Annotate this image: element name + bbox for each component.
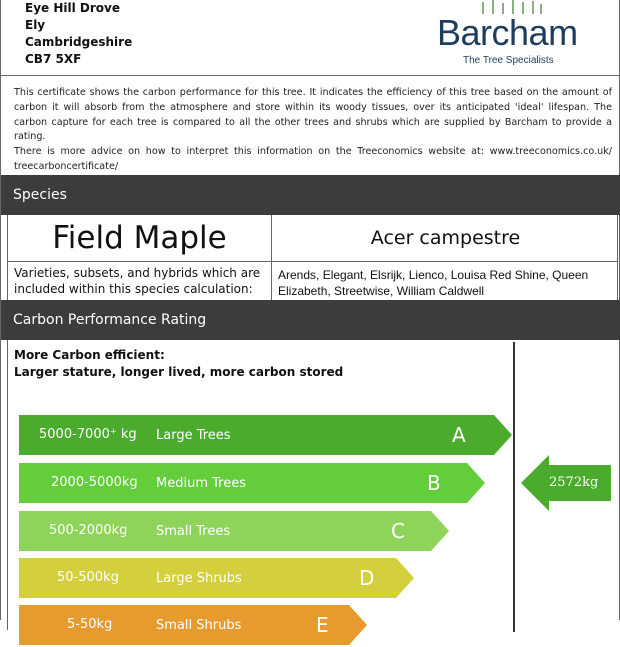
band-letter: B — [427, 471, 441, 495]
rating-header-line: Larger stature, longer lived, more carbon stored — [14, 365, 344, 379]
rating-divider — [513, 342, 515, 632]
carbon-section-title: Carbon Performance Rating — [1, 300, 620, 340]
band-letter: E — [316, 613, 329, 637]
rating-value-arrow — [521, 455, 611, 511]
logo-tagline: The Tree Specialists — [463, 55, 554, 66]
band-range: 5000-7000⁺ kg — [39, 427, 137, 442]
species-table — [7, 215, 618, 300]
band-letter: D — [359, 566, 375, 590]
address-line: Cambridgeshire — [25, 35, 133, 49]
rating-band-e — [19, 605, 369, 645]
band-label: Small Shrubs — [156, 618, 242, 633]
logo-wordmark: Barcham — [437, 12, 578, 53]
intro-paragraph: This certificate shows the carbon performance for this tree. It indicates the efficiency of this tree based on the amount of carbon it will absorb from the atmosphere and store within its woody tissues, over its anticipated 'ideal' lifespan. The carbon capture for each tree is compared to all the other trees and shrubs which are supplied by Barcham to provide a rating. — [14, 87, 612, 143]
intro-text — [14, 86, 612, 175]
address-line: Ely — [25, 18, 46, 32]
band-label: Large Trees — [156, 428, 231, 443]
latin-name: Acer campestre — [370, 227, 521, 249]
band-range: 50-500kg — [57, 570, 119, 585]
table-divider — [8, 261, 617, 262]
intro-paragraph: There is more advice on how to interpret this information on the Treeconomics website at: www.treeconomics.co.uk/ treecarboncertificate/ — [14, 146, 612, 172]
varieties-label: Varieties, subsets, and hybrids which are included within this species calculation: — [14, 266, 261, 296]
band-range: 5-50kg — [67, 617, 113, 632]
varieties-list: Arends, Elegant, Elsrijk, Lienco, Louisa Red Shine, Queen Elizabeth, Streetwise, William Caldwell — [278, 268, 589, 298]
address-line: Eye Hill Drove — [25, 1, 120, 15]
header-divider — [1, 75, 620, 76]
address-block — [25, 0, 132, 68]
band-range: 2000-5000kg — [51, 475, 138, 490]
band-label: Large Shrubs — [156, 571, 242, 586]
band-label: Medium Trees — [156, 476, 246, 491]
rating-value: 2572kg — [549, 475, 599, 490]
band-letter: C — [391, 519, 405, 543]
rating-band-a — [19, 415, 514, 455]
address-line: CB7 5XF — [25, 52, 82, 66]
band-letter: A — [452, 423, 466, 447]
band-label: Small Trees — [156, 524, 231, 539]
rating-header-line: More Carbon efficient: — [14, 348, 165, 362]
common-name: Field Maple — [52, 220, 227, 256]
rating-band-d — [19, 558, 416, 598]
rating-band-b — [19, 463, 487, 503]
barcham-logo — [433, 0, 583, 72]
rating-header — [14, 347, 343, 381]
species-section-title: Species — [1, 175, 620, 215]
band-range: 500-2000kg — [49, 523, 128, 538]
rating-band-c — [19, 511, 451, 551]
